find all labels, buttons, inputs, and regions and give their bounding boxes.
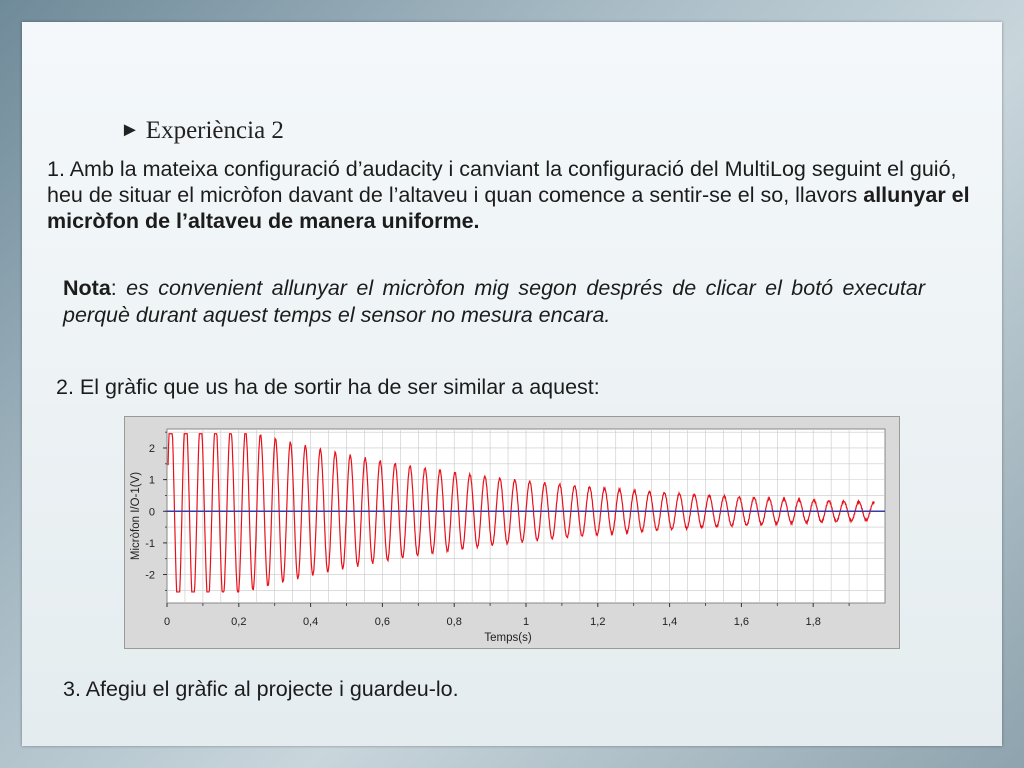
note-text: es convenient allunyar el micròfon mig segon després de clicar el botó executar perquè durant aquest temps el sensor no mesura encara. (63, 276, 925, 327)
x-tick-label: 1,8 (805, 616, 821, 628)
x-tick-label: 1 (522, 616, 530, 628)
y-tick-label: -1 (145, 537, 155, 550)
slide-title (120, 117, 284, 145)
step-1-text: 1. Amb la mateixa configuració d’audacity i canviant la configuració del MultiLog seguint el guió, heu de situar el micròfon davant de l’altaveu i quan comence a sentir-se el so, llavors (47, 157, 957, 207)
y-axis-label: Micròfon I/O-1(V) (130, 471, 142, 561)
step-1-emphasis: allunyar el micròfon de l’altaveu de manera uniforme. (47, 183, 970, 233)
instruction-step-1 (47, 156, 977, 234)
microphone-signal-chart (125, 417, 899, 648)
arrow-bullet-icon: ► (120, 119, 140, 141)
x-tick-label: 1,2 (590, 616, 606, 628)
note-paragraph (63, 275, 925, 329)
x-tick-label: 0 (163, 616, 171, 628)
y-tick-label: 0 (148, 506, 155, 519)
note-label: Nota (63, 276, 111, 300)
y-tick-label: 2 (148, 442, 155, 455)
x-axis-label: Temps(s) (484, 632, 532, 644)
x-tick-label: 0,6 (374, 616, 391, 628)
x-tick-label: 1,6 (733, 616, 750, 628)
note-colon: : (110, 276, 117, 300)
instruction-step-2: 2. El gràfic que us ha de sortir ha de ser similar a aquest: (56, 375, 600, 399)
x-tick-label: 1,4 (661, 616, 678, 628)
x-tick-label: 0,8 (446, 616, 462, 628)
y-tick-label: -2 (145, 569, 155, 582)
y-tick-label: 1 (148, 474, 155, 487)
x-tick-label: 0,4 (302, 616, 319, 628)
chart-panel (124, 416, 900, 649)
x-tick-label: 0,2 (231, 616, 247, 628)
slide-title-text: Experiència 2 (145, 117, 284, 144)
instruction-step-3: 3. Afegiu el gràfic al projecte i guardeu-lo. (63, 677, 459, 701)
